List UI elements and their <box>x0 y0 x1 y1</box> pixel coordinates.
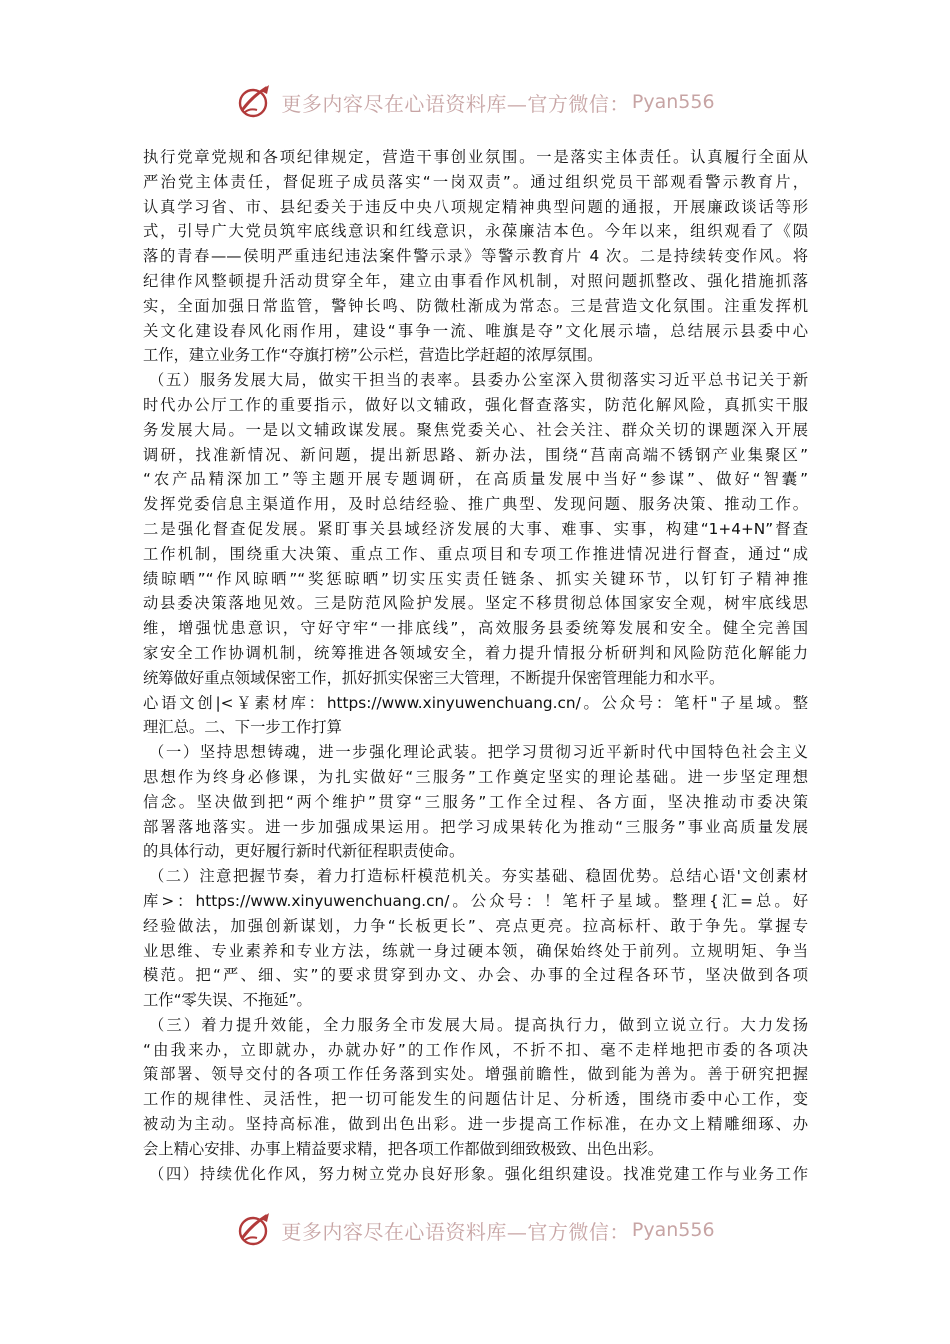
banner-text: 更多内容尽在心语资料库—官方微信： <box>281 91 630 116</box>
text-line: 思想作为终身必修课，为扎实做好“三服务”工作奠定坚实的理论基础。进一步坚定理想 <box>143 767 808 786</box>
text-line: 时代办公厅工作的重要指示，做好以文辅政，强化督查落实，防范化解风险，真抓实干服 <box>143 395 808 414</box>
text-line: 关文化建设春风化雨作用，建设“事争一流、唯旗是夺”文化展示墙，总结展示县委中心 <box>143 321 808 340</box>
text-line: （四）持续优化作风，努力树立党办良好形象。强化组织建设。找准党建工作与业务工作 <box>149 1164 808 1183</box>
text-line: “农产品精深加工”等主题开展专题调研，在高质量发展中当好“参谋”、做好“智囊” <box>143 470 808 489</box>
text-line: 经验做法，加强创新谋划，力争“长板更长”、亮点更亮。拉高标杆、敢于争先。掌握专 <box>143 916 808 935</box>
writing-hand-logo-icon <box>235 1210 275 1250</box>
text-line: 信念。坚决做到把“两个维护”贯穿“三服务”工作全过程、各方面，坚决推动市委决策 <box>143 792 808 811</box>
text-line: 工作的规律性、灵活性，把一切可能发生的问题估计足、分析透，围绕市委中心工作，变 <box>143 1090 808 1109</box>
text-line: 发挥党委信息主渠道作用，及时总结经验、推广典型、发现问题、服务决策、推动工作。 <box>143 495 808 514</box>
text-line: （三）着力提升效能，全力服务全市发展大局。提高执行力，做到立说立行。大力发扬 <box>149 1015 808 1034</box>
text-line: 动县委决策落地见效。三是防范风险护发展。坚定不移贯彻总体国家安全观，树牢底线思 <box>143 594 808 613</box>
text-line: 库>：https://www.xinyuwenchuang.cn/。公众号：！笔杆子星域。整理{汇=总。好 <box>143 891 808 910</box>
text-line: 严治党主体责任，督促班子成员落实“一岗双责”。通过组织党员干部观看警示教育片， <box>143 172 808 191</box>
text-line: 调研，找准新情况、新问题，提出新思路、新办法，围绕“莒南高端不锈钢产业集聚区” <box>143 445 808 464</box>
text-line: 部署落地落实。进一步加强成果运用。把学习成果转化为推动“三服务”事业高质量发展 <box>143 817 808 836</box>
text-line: 心语文创|<￥素材库：https://www.xinyuwenchuang.cn/。公众号：笔杆"子星域。整 <box>143 693 808 712</box>
text-line: 家安全工作协调机制，统筹推进各领域安全，着力提升情报分析研判和风险防范化解能力 <box>143 643 808 662</box>
banner-wechat-id: Pyan556 <box>631 1219 715 1241</box>
text-line: 理汇总。二、下一步工作打算 <box>143 718 342 737</box>
text-line: 认真学习省、市、县纪委关于违反中央八项规定精神典型问题的通报，开展廉政谈话等形 <box>143 197 808 216</box>
text-line: 工作“零失误、不拖延”。 <box>143 991 312 1010</box>
text-line: 被动为主动。坚持高标准，做到出色出彩。进一步提高工作标准，在办文上精雕细琢、办 <box>143 1115 808 1134</box>
text-line: 业思维、专业素养和专业方法，练就一身过硬本领，确保始终处于前列。立规明矩、争当 <box>143 941 808 960</box>
text-line: （五）服务发展大局，做实干担当的表率。县委办公室深入贯彻落实习近平总书记关于新 <box>149 371 808 390</box>
text-line: 纪律作风整顿提升活动贯穿全年，建立由事看作风机制，对照问题抓整改、强化措施抓落 <box>143 271 808 290</box>
text-line: 工作，建立业务工作“夺旗打榜”公示栏，营造比学赶超的浓厚氛围。 <box>143 346 603 365</box>
text-line: 务发展大局。一是以文辅政谋发展。聚焦党委关心、社会关注、群众关切的课题深入开展 <box>143 420 808 439</box>
banner-wechat-id: Pyan556 <box>631 91 715 113</box>
text-line: 工作机制，围绕重大决策、重点工作、重点项目和专项工作推进情况进行督查，通过“成 <box>143 544 808 563</box>
text-line: 绩晾晒”“作风晾晒”“奖惩晾晒”切实压实责任链条、抓实关键环节，以钉钉子精神推 <box>143 569 808 588</box>
banner-text: 更多内容尽在心语资料库—官方微信： <box>281 1219 630 1244</box>
text-line: 会上精心安排、办事上精益要求精，把各项工作都做到细致极致、出色出彩。 <box>143 1139 664 1158</box>
document-body <box>143 145 808 1186</box>
header-watermark-banner <box>0 80 950 124</box>
text-line: 模范。把“严、细、实”的要求贯穿到办文、办会、办事的全过程各环节，坚决做到各项 <box>143 966 808 985</box>
text-line: 二是强化督查促发展。紧盯事关县域经济发展的大事、难事、实事，构建“1+4+N”督查 <box>143 519 808 538</box>
text-line: （一）坚持思想铸魂，进一步强化理论武装。把学习贯彻习近平新时代中国特色社会主义 <box>149 743 808 762</box>
text-line: 执行党章党规和各项纪律规定，营造干事创业氛围。一是落实主体责任。认真履行全面从 <box>143 148 808 166</box>
text-line: （二）注意把握节奏，着力打造标杆模范机关。夯实基础、稳固优势。总结心语'文创素材 <box>149 867 808 886</box>
text-line: 式，引导广大党员筑牢底线意识和红线意识，永葆廉洁本色。今年以来，组织观看了《陨 <box>143 222 808 241</box>
footer-watermark-banner <box>0 1208 950 1252</box>
text-line: “由我来办，立即就办，办就办好”的工作作风，不折不扣、毫不走样地把市委的各项决 <box>143 1040 808 1059</box>
text-line: 实，全面加强日常监管，警钟长鸣、防微杜渐成为常态。三是营造文化氛围。注重发挥机 <box>143 296 808 315</box>
text-line: 的具体行动，更好履行新时代新征程职责使命。 <box>143 842 465 861</box>
text-line: 策部署、领导交付的各项工作任务落到实处。增强前瞻性，做到能为善为。善于研究把握 <box>143 1065 808 1084</box>
text-line: 统筹做好重点领域保密工作，抓好抓实保密三大管理，不断提升保密管理能力和水平。 <box>143 668 725 687</box>
text-line: 落的青春——侯明严重违纪违法案件警示录》等警示教育片 4 次。二是持续转变作风。将 <box>143 247 808 266</box>
text-line: 维，增强忧患意识，守好守牢“一排底线”，高效服务县委统筹发展和安全。健全完善国 <box>143 619 808 638</box>
writing-hand-logo-icon <box>235 82 275 122</box>
